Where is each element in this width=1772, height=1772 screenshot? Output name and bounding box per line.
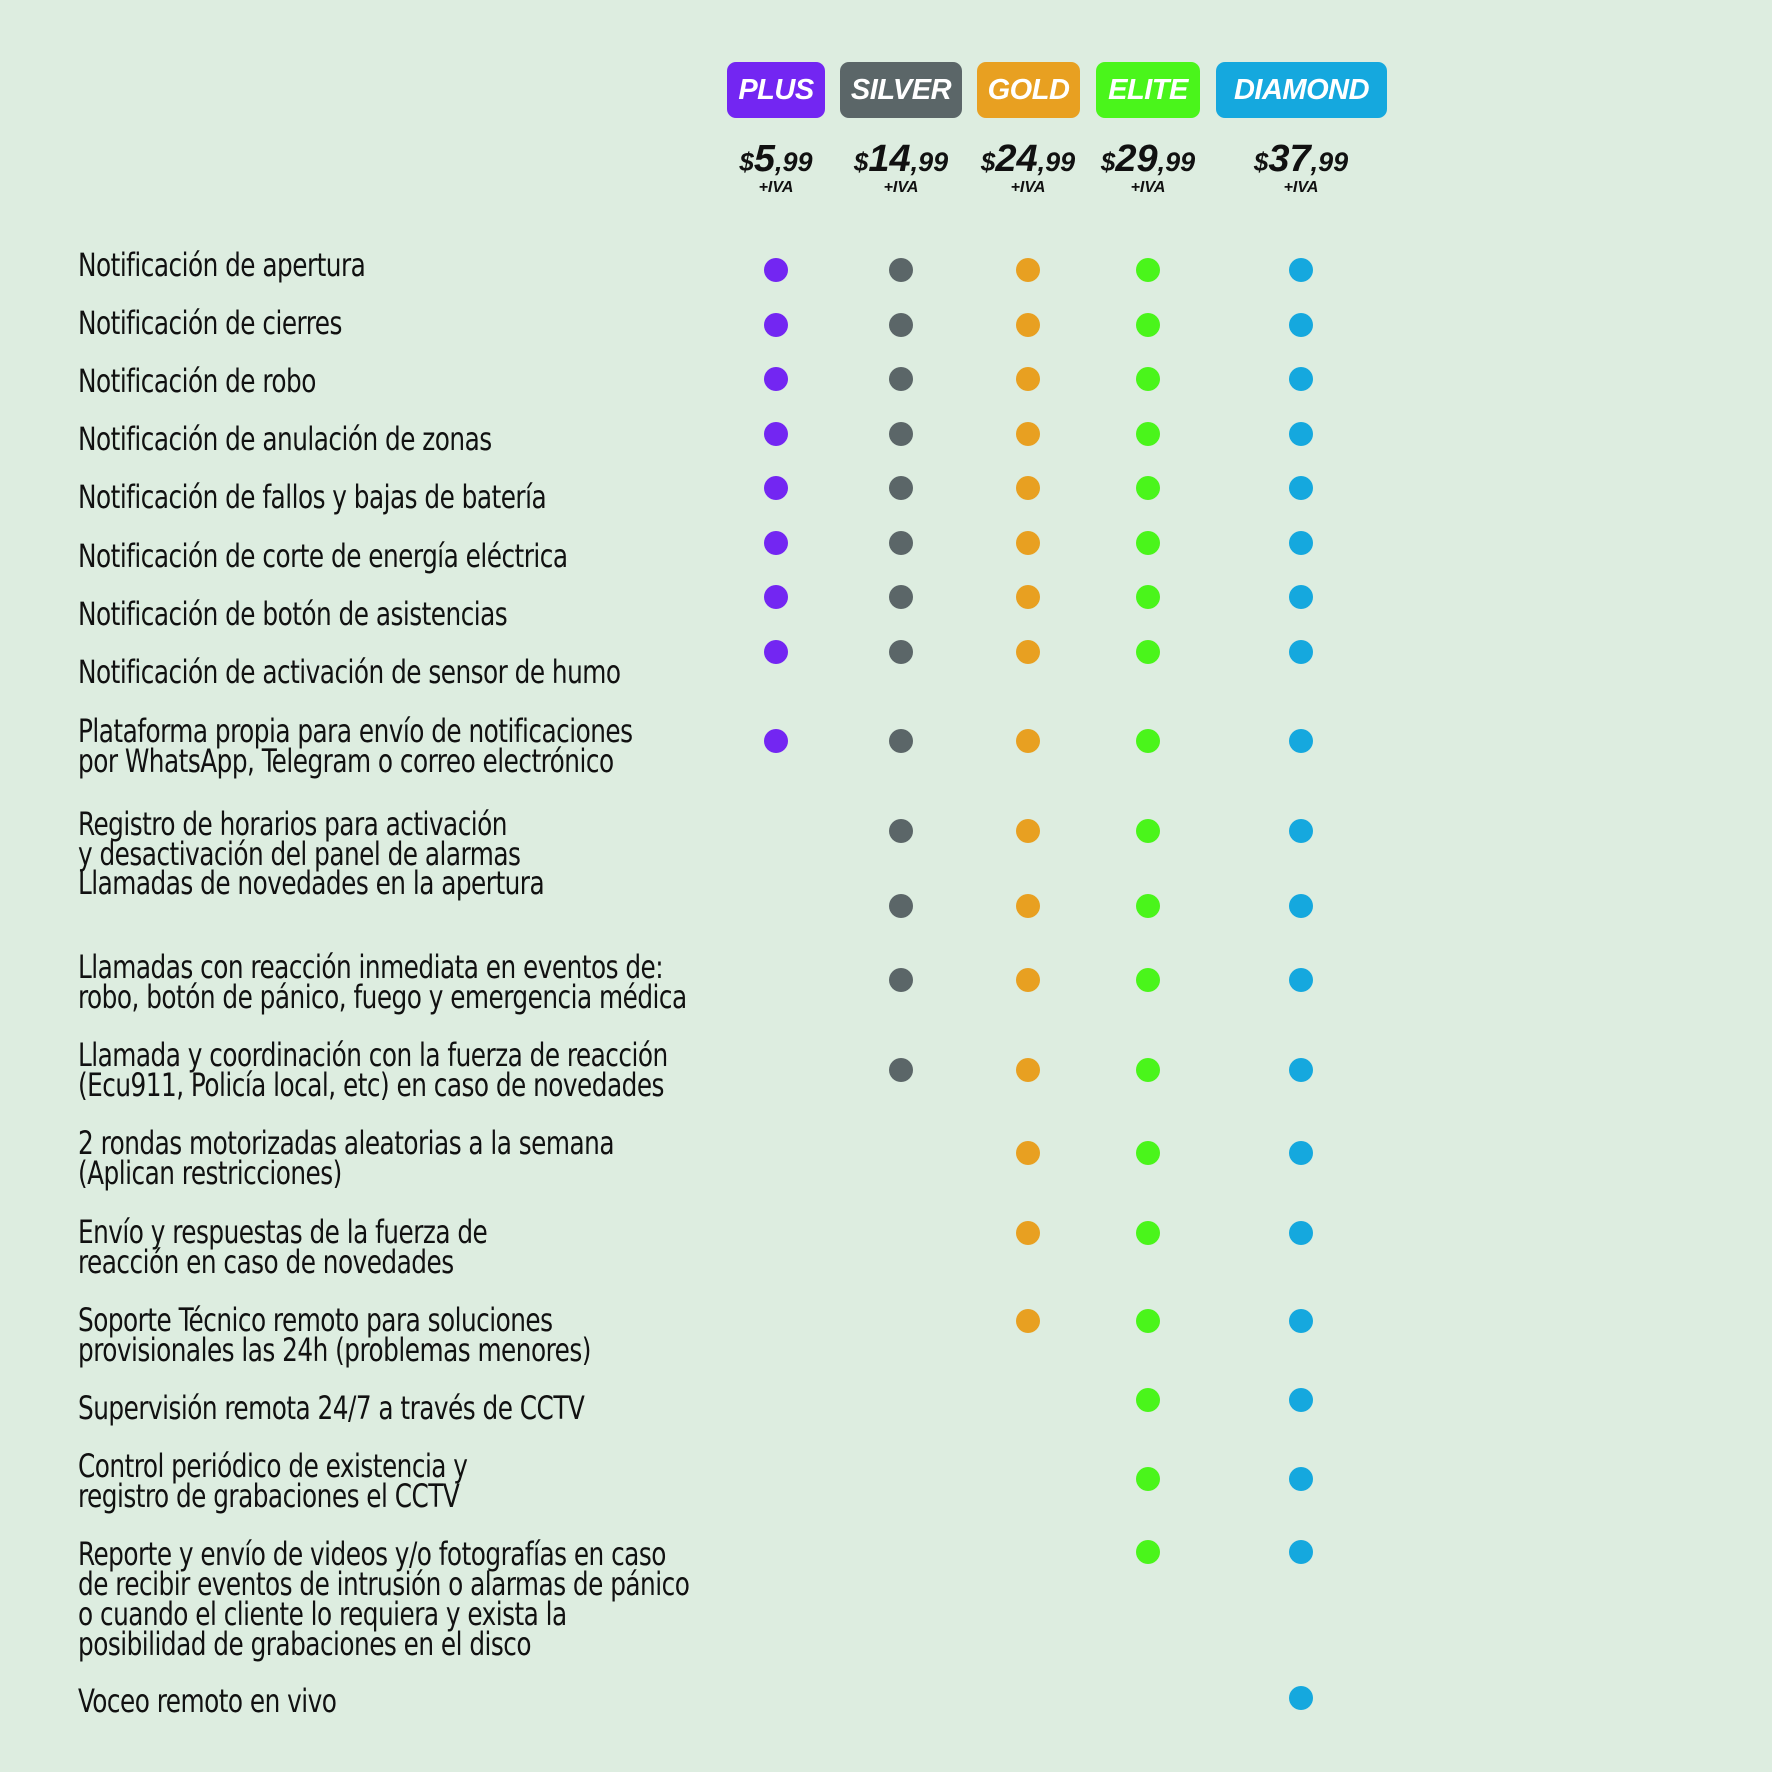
feature-label-line: Registro de horarios para activación <box>78 805 507 843</box>
included-dot-gold <box>1016 729 1040 753</box>
included-dot-plus <box>764 585 788 609</box>
feature-label <box>78 1124 697 1192</box>
included-dot-gold <box>1016 819 1040 843</box>
included-dot-elite <box>1136 258 1160 282</box>
feature-label-line: y desactivación del panel de alarmas <box>78 835 521 873</box>
included-dot-elite <box>1136 1467 1160 1491</box>
feature-label-line: Notificación de botón de asistencias <box>78 595 508 633</box>
feature-label-line: o cuando el cliente lo requiera y exista la <box>78 1595 567 1633</box>
included-dot-plus <box>764 367 788 391</box>
feature-label-line: Notificación de corte de energía eléctrica <box>78 537 568 575</box>
price-tax-note: +IVA <box>758 179 794 196</box>
price-tax-note: +IVA <box>1010 179 1046 196</box>
plan-price-gold <box>958 140 1098 196</box>
included-dot-gold <box>1016 1141 1040 1165</box>
included-dot-diamond <box>1289 1467 1313 1491</box>
feature-label <box>78 948 697 1016</box>
included-dot-diamond <box>1289 476 1313 500</box>
feature-label <box>78 805 697 873</box>
feature-label-line: posibilidad de grabaciones en el disco <box>78 1625 532 1663</box>
included-dot-elite <box>1136 585 1160 609</box>
price-currency: $ <box>980 147 996 177</box>
plan-price-silver <box>831 140 971 196</box>
feature-label <box>78 420 697 458</box>
included-dot-diamond <box>1289 894 1313 918</box>
included-dot-gold <box>1016 640 1040 664</box>
price-tax-note: +IVA <box>1130 179 1166 196</box>
feature-label <box>78 1447 697 1515</box>
included-dot-diamond <box>1289 729 1313 753</box>
feature-label <box>78 653 697 691</box>
price-decimals: ,99 <box>910 147 949 177</box>
feature-label <box>78 1301 697 1369</box>
plan-price-diamond <box>1231 140 1371 196</box>
feature-label <box>78 1535 697 1663</box>
included-dot-elite <box>1136 422 1160 446</box>
feature-label <box>78 1389 697 1427</box>
included-dot-silver <box>889 819 913 843</box>
included-dot-diamond <box>1289 1686 1313 1710</box>
included-dot-elite <box>1136 1058 1160 1082</box>
feature-label-line: Soporte Técnico remoto para soluciones <box>78 1301 553 1339</box>
included-dot-plus <box>764 313 788 337</box>
price-amount: 14 <box>868 138 911 180</box>
included-dot-gold <box>1016 531 1040 555</box>
included-dot-plus <box>764 729 788 753</box>
included-dot-elite <box>1136 313 1160 337</box>
included-dot-elite <box>1136 1540 1160 1564</box>
included-dot-silver <box>889 729 913 753</box>
feature-label-line: (Ecu911, Policía local, etc) en caso de novedades <box>78 1066 664 1104</box>
price-currency: $ <box>739 147 754 177</box>
feature-label-line: reacción en caso de novedades <box>78 1243 454 1281</box>
included-dot-plus <box>764 258 788 282</box>
included-dot-elite <box>1136 729 1160 753</box>
included-dot-silver <box>889 894 913 918</box>
feature-label-line: Llamadas con reacción inmediata en eventos de: <box>78 948 664 986</box>
feature-label-line: Notificación de activación de sensor de humo <box>78 653 621 691</box>
feature-label <box>78 1213 697 1281</box>
included-dot-silver <box>889 968 913 992</box>
feature-label <box>78 1682 697 1720</box>
included-dot-gold <box>1016 968 1040 992</box>
included-dot-gold <box>1016 476 1040 500</box>
feature-label <box>78 1036 697 1104</box>
price-decimals: ,99 <box>1310 147 1349 177</box>
feature-label-line: Notificación de fallos y bajas de batería <box>78 478 547 516</box>
price-decimals: ,99 <box>775 147 813 177</box>
feature-label-line: robo, botón de pánico, fuego y emergencia médica <box>78 978 687 1016</box>
feature-label <box>78 304 697 342</box>
included-dot-gold <box>1016 313 1040 337</box>
included-dot-gold <box>1016 894 1040 918</box>
included-dot-plus <box>764 476 788 500</box>
feature-label-line: registro de grabaciones el CCTV <box>78 1477 460 1515</box>
plan-price-elite <box>1078 140 1218 196</box>
price-currency: $ <box>853 147 869 177</box>
feature-label-line: Llamada y coordinación con la fuerza de reacción <box>78 1036 668 1074</box>
included-dot-diamond <box>1289 1540 1313 1564</box>
included-dot-diamond <box>1289 422 1313 446</box>
feature-label-line: Voceo remoto en vivo <box>78 1682 337 1720</box>
price-decimals: ,99 <box>1037 147 1076 177</box>
feature-label <box>78 712 697 780</box>
plan-badge-plus: PLUS <box>727 62 825 118</box>
feature-label <box>78 864 697 902</box>
feature-label-line: Plataforma propia para envío de notificaciones <box>78 712 633 750</box>
feature-label-line: provisionales las 24h (problemas menores) <box>78 1331 591 1369</box>
price-currency: $ <box>1100 147 1116 177</box>
included-dot-elite <box>1136 819 1160 843</box>
feature-label-line: por WhatsApp, Telegram o correo electrónico <box>78 742 614 780</box>
included-dot-plus <box>764 640 788 664</box>
included-dot-diamond <box>1289 968 1313 992</box>
included-dot-elite <box>1136 367 1160 391</box>
plan-badge-diamond: DIAMOND <box>1216 62 1387 118</box>
included-dot-silver <box>889 585 913 609</box>
price-amount: 24 <box>995 138 1038 180</box>
price-currency: $ <box>1253 147 1269 177</box>
included-dot-diamond <box>1289 367 1313 391</box>
feature-label-line: Notificación de anulación de zonas <box>78 420 492 458</box>
feature-label-line: Supervisión remota 24/7 a través de CCTV <box>78 1389 585 1427</box>
feature-label-line: (Aplican restricciones) <box>78 1154 342 1192</box>
included-dot-elite <box>1136 1141 1160 1165</box>
feature-label-line: Reporte y envío de videos y/o fotografías en caso <box>78 1535 666 1573</box>
included-dot-gold <box>1016 367 1040 391</box>
included-dot-silver <box>889 531 913 555</box>
included-dot-elite <box>1136 1221 1160 1245</box>
included-dot-silver <box>889 422 913 446</box>
feature-label-line: Llamadas de novedades en la apertura <box>78 864 545 902</box>
included-dot-silver <box>889 1058 913 1082</box>
included-dot-gold <box>1016 1221 1040 1245</box>
included-dot-diamond <box>1289 640 1313 664</box>
included-dot-diamond <box>1289 819 1313 843</box>
included-dot-diamond <box>1289 1309 1313 1333</box>
included-dot-gold <box>1016 422 1040 446</box>
plan-price-plus <box>706 140 846 196</box>
included-dot-diamond <box>1289 1388 1313 1412</box>
feature-label <box>78 246 697 284</box>
included-dot-plus <box>764 531 788 555</box>
included-dot-elite <box>1136 968 1160 992</box>
plan-badge-gold: GOLD <box>977 62 1080 118</box>
included-dot-silver <box>889 476 913 500</box>
included-dot-gold <box>1016 1058 1040 1082</box>
included-dot-plus <box>764 422 788 446</box>
included-dot-diamond <box>1289 258 1313 282</box>
price-decimals: ,99 <box>1157 147 1196 177</box>
price-amount: 5 <box>753 138 776 180</box>
included-dot-silver <box>889 640 913 664</box>
feature-label-line: 2 rondas motorizadas aleatorias a la semana <box>78 1124 614 1162</box>
feature-label <box>78 478 697 516</box>
feature-label-line: Control periódico de existencia y <box>78 1447 468 1485</box>
feature-label <box>78 362 697 400</box>
included-dot-gold <box>1016 1309 1040 1333</box>
included-dot-elite <box>1136 1309 1160 1333</box>
included-dot-silver <box>889 258 913 282</box>
plan-badge-elite: ELITE <box>1096 62 1200 118</box>
included-dot-elite <box>1136 531 1160 555</box>
included-dot-diamond <box>1289 1221 1313 1245</box>
price-tax-note: +IVA <box>883 179 919 196</box>
included-dot-elite <box>1136 640 1160 664</box>
included-dot-silver <box>889 367 913 391</box>
price-tax-note: +IVA <box>1283 179 1319 196</box>
plan-badge-silver: SILVER <box>840 62 962 118</box>
included-dot-elite <box>1136 894 1160 918</box>
feature-label <box>78 595 697 633</box>
price-amount: 37 <box>1268 138 1311 180</box>
included-dot-gold <box>1016 258 1040 282</box>
feature-label <box>78 537 697 575</box>
feature-label-line: Envío y respuestas de la fuerza de <box>78 1213 488 1251</box>
included-dot-diamond <box>1289 531 1313 555</box>
included-dot-diamond <box>1289 1058 1313 1082</box>
included-dot-diamond <box>1289 585 1313 609</box>
included-dot-gold <box>1016 585 1040 609</box>
price-amount: 29 <box>1115 138 1158 180</box>
included-dot-elite <box>1136 1388 1160 1412</box>
feature-label-line: Notificación de apertura <box>78 246 366 284</box>
feature-label-line: Notificación de cierres <box>78 304 342 342</box>
included-dot-elite <box>1136 476 1160 500</box>
feature-label-line: Notificación de robo <box>78 362 316 400</box>
feature-label-line: de recibir eventos de intrusión o alarmas de pánico <box>78 1565 690 1603</box>
included-dot-diamond <box>1289 313 1313 337</box>
included-dot-diamond <box>1289 1141 1313 1165</box>
included-dot-silver <box>889 313 913 337</box>
